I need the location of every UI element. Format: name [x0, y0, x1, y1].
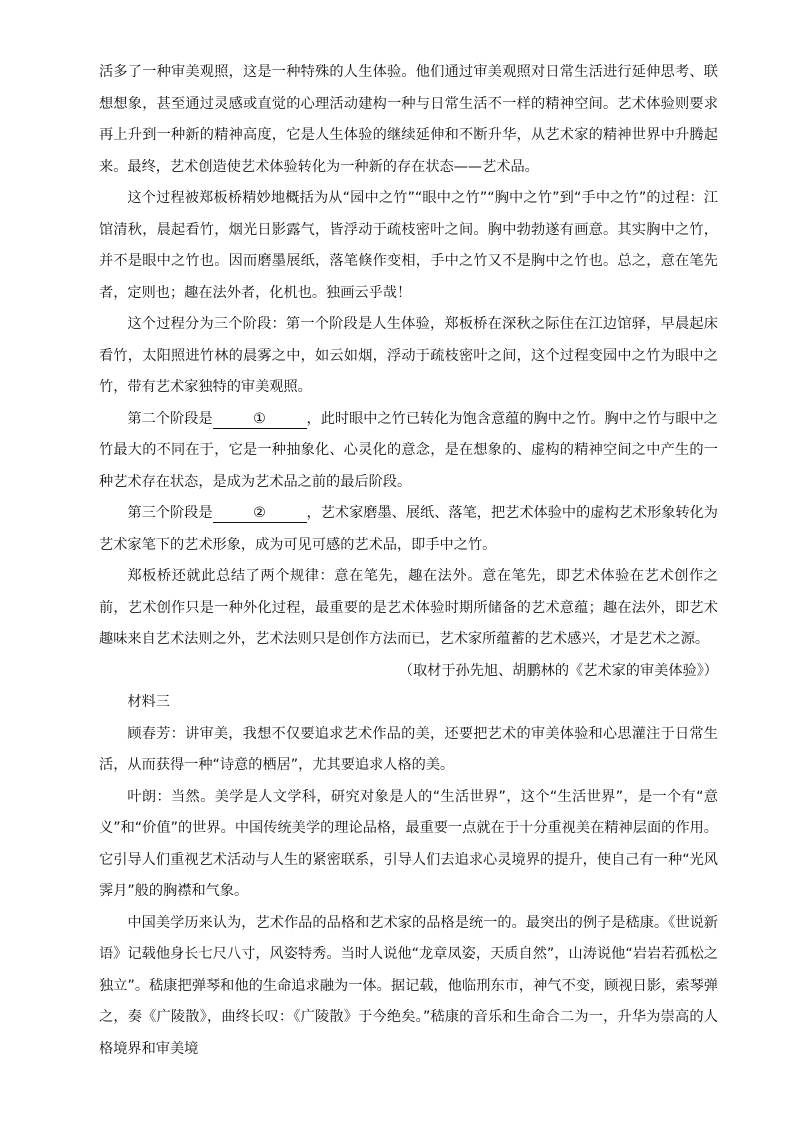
stage-three-lead: 第三个阶段是 — [127, 505, 213, 521]
paragraph-stage-one: 这个过程分为三个阶段：第一个阶段是人生体验，郑板桥在深秋之际住在江边馆驿，早晨起床看竹，太阳照进竹林的晨雾之中，如云如烟，浮动于疏枝密叶之间，这个过程变园中之竹为眼中之竹，带有艺术家独特的审美观照。 — [99, 316, 718, 395]
fill-blank-2: ② — [213, 505, 307, 523]
source-citation: （取材于孙先旭、胡鹏林的《艺术家的审美体验》） — [398, 662, 718, 679]
dialogue-ye-lang: 叶朗：当然。美学是人文学科，研究对象是人的“生活世界”，这个“生活世界”，是一个有“意义”和“价值”的世界。中国传统美学的理论品格，最重要一点就在于十分重视美在精神层面的作用。它引导人们重视艺术活动与人生的紧密联系，引导人们去追求心灵境界的提升，使自己有一种“光风霁月”般的胸襟和气象。 — [99, 788, 718, 899]
stage-three-text: ，艺术家磨墨、展纸、落笔，把艺术体验中的虚构艺术形象转化为艺术家笔下的艺术形象，成为可见可感的艺术品，即手中之竹。 — [99, 505, 718, 553]
stage-two-text: ，此时眼中之竹已转化为饱含意蕴的胸中之竹。胸中之竹与眼中之竹最大的不同在于，它是一种抽象化、心灵化的意念，是在想象的、虚构的精神空间之中产生的一种艺术存在状态，是成为艺术品之前的最后阶段。 — [99, 410, 718, 490]
paragraph-stage-three — [99, 498, 718, 561]
stage-two-lead: 第二个阶段是 — [127, 410, 213, 427]
paragraph-stage-two — [99, 404, 718, 499]
dialogue-gu-chunfang: 顾春芳：讲审美，我想不仅要追求艺术作品的美，还要把艺术的审美体验和心思灌注于日常生活，从而获得一种“诗意的栖居”，尤其要追求人格的美。 — [99, 725, 718, 773]
fill-blank-1: ① — [213, 411, 307, 429]
paragraph-aesthetic-experience: 活多了一种审美观照，这是一种特殊的人生体验。他们通过审美观照对日常生活进行延伸思考、联想想象，甚至通过灵感或直觉的心理活动建构一种与日常生活不一样的精神空间。艺术体验则要求再上升到一种新的精神高度，它是人生体验的继续延伸和不断升华，从艺术家的精神世界中升腾起来。最终，艺术创造使艺术体验转化为一种新的存在状态——艺术品。 — [99, 64, 718, 175]
document-page — [99, 57, 718, 1065]
material-three-heading: 材料三 — [127, 694, 170, 710]
paragraph-ji-kang: 中国美学历来认为，艺术作品的品格和艺术家的品格是统一的。最突出的例子是嵇康。《世说新语》记载他身长七尺八寸，风姿特秀。当时人说他“龙章凤姿，天质自然”，山涛说他“岩岩若孤松之独立”。嵇康把弹琴和他的生命追求融为一体。据记载，他临刑东市，神气不变，顾视日影，索琴弹之，奏《广陵散》，曲终长叹：《广陵散》于今绝矣。”嵇康的音乐和生命合二为一，升华为崇高的人格境界和审美境 — [99, 914, 718, 1057]
paragraph-zheng-banqiao-bamboo: 这个过程被郑板桥精妙地概括为从“园中之竹”“眼中之竹”“胸中之竹”到“手中之竹”的过程：江馆清秋，晨起看竹，烟光日影露气，皆浮动于疏枝密叶之间。胸中勃勃遂有画意。其实胸中之竹，并不是眼中之竹也。因而磨墨展纸，落笔倏作变相，手中之竹又不是胸中之竹也。总之，意在笔先者，定则也；趣在法外者，化机也。独画云乎哉！ — [99, 190, 718, 301]
paragraph-two-rules: 郑板桥还就此总结了两个规律：意在笔先，趣在法外。意在笔先，即艺术体验在艺术创作之前，艺术创作只是一种外化过程，最重要的是艺术体验时期所储备的艺术意蕴；趣在法外，即艺术趣味来自艺术法则之外，艺术法则只是创作方法而已，艺术家所蕴蓄的艺术感兴，才是艺术之源。 — [99, 568, 718, 647]
